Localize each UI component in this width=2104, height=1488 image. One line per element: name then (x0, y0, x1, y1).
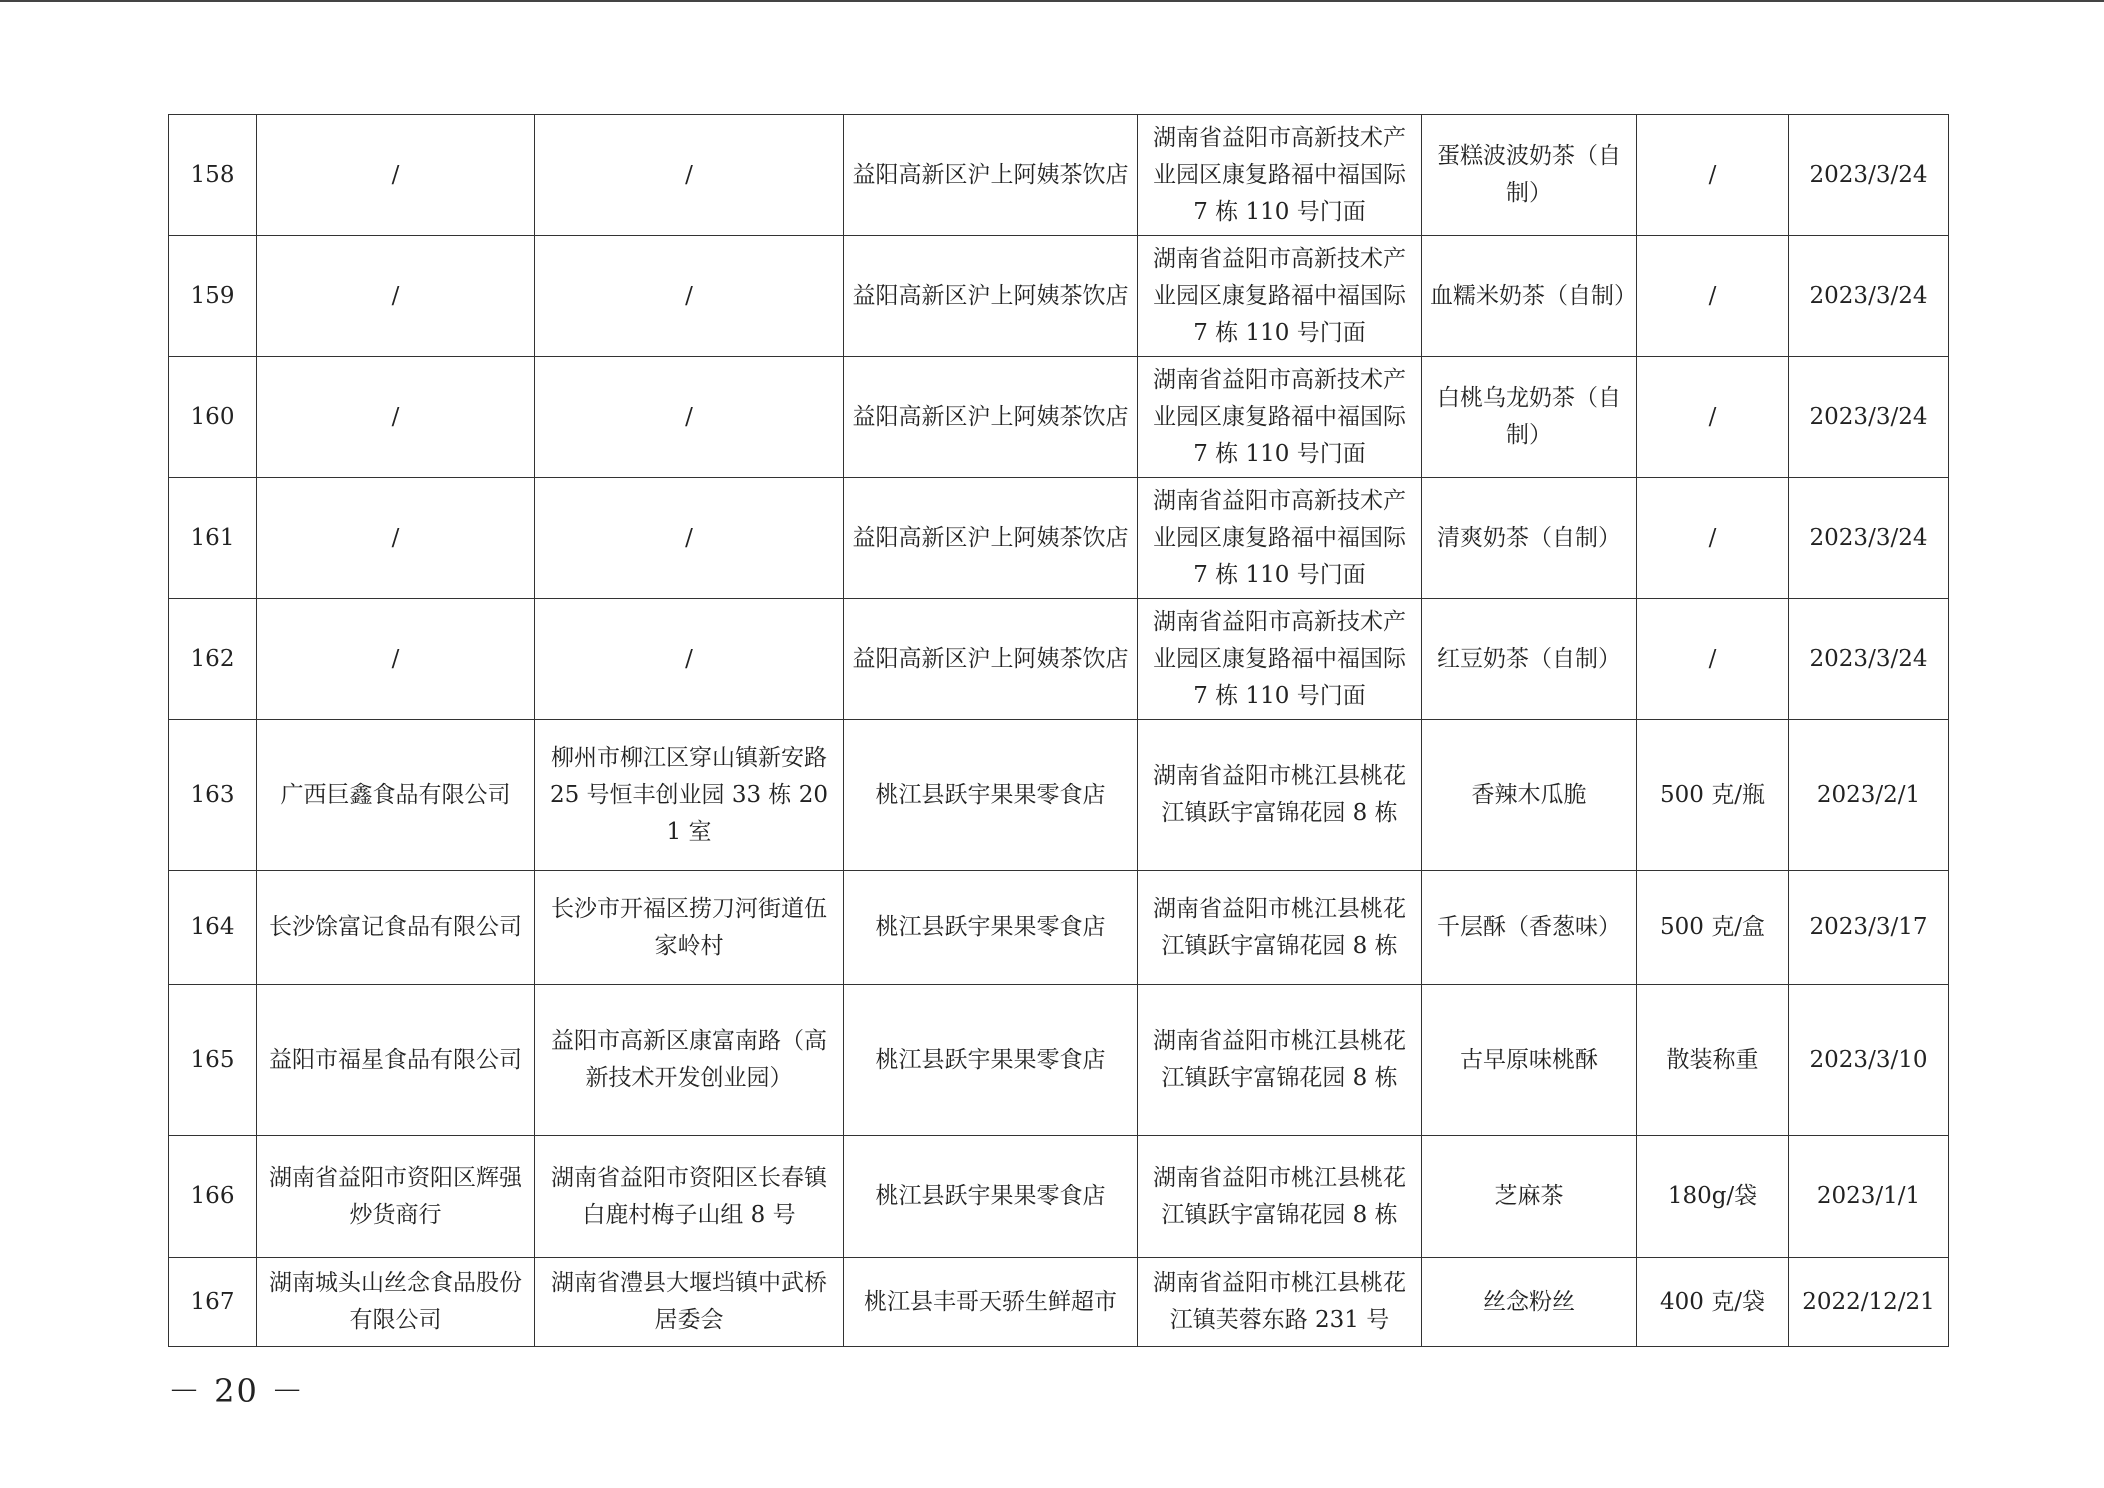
producer-cell: / (257, 236, 535, 357)
seller-cell: 益阳高新区沪上阿姨茶饮店 (844, 478, 1138, 599)
row-number-cell: 165 (169, 985, 257, 1136)
producer-cell: 广西巨鑫食品有限公司 (257, 720, 535, 871)
spec-cell: / (1637, 478, 1789, 599)
seller-cell: 益阳高新区沪上阿姨茶饮店 (844, 236, 1138, 357)
table-row (169, 599, 1949, 720)
row-number-cell: 163 (169, 720, 257, 871)
seller-address-cell: 湖南省益阳市桃江县桃花江镇跃宇富锦花园 8 栋 (1138, 1136, 1422, 1258)
table-row (169, 478, 1949, 599)
seller-address-cell: 湖南省益阳市高新技术产业园区康复路福中福国际 7 栋 110 号门面 (1138, 599, 1422, 720)
producer-cell: 湖南城头山丝念食品股份有限公司 (257, 1258, 535, 1347)
row-number-cell: 160 (169, 357, 257, 478)
row-number-cell: 159 (169, 236, 257, 357)
table-row (169, 1258, 1949, 1347)
product-cell: 丝念粉丝 (1422, 1258, 1637, 1347)
table-row (169, 236, 1949, 357)
date-cell: 2023/3/17 (1789, 871, 1949, 985)
product-cell: 红豆奶茶（自制） (1422, 599, 1637, 720)
producer-address-cell: / (535, 115, 844, 236)
seller-cell: 桃江县丰哥天骄生鲜超市 (844, 1258, 1138, 1347)
spec-cell: 500 克/盒 (1637, 871, 1789, 985)
producer-cell: 长沙馀富记食品有限公司 (257, 871, 535, 985)
producer-address-cell: 湖南省澧县大堰垱镇中武桥居委会 (535, 1258, 844, 1347)
table-row (169, 720, 1949, 871)
spec-cell: 400 克/袋 (1637, 1258, 1789, 1347)
spec-cell: / (1637, 357, 1789, 478)
row-number-cell: 164 (169, 871, 257, 985)
date-cell: 2023/2/1 (1789, 720, 1949, 871)
seller-cell: 益阳高新区沪上阿姨茶饮店 (844, 599, 1138, 720)
seller-address-cell: 湖南省益阳市高新技术产业园区康复路福中福国际 7 栋 110 号门面 (1138, 357, 1422, 478)
product-cell: 蛋糕波波奶茶（自制） (1422, 115, 1637, 236)
date-cell: 2023/3/24 (1789, 599, 1949, 720)
product-cell: 清爽奶茶（自制） (1422, 478, 1637, 599)
seller-cell: 益阳高新区沪上阿姨茶饮店 (844, 115, 1138, 236)
product-cell: 千层酥（香葱味） (1422, 871, 1637, 985)
product-cell: 白桃乌龙奶茶（自制） (1422, 357, 1637, 478)
row-number-cell: 162 (169, 599, 257, 720)
table-row (169, 985, 1949, 1136)
date-cell: 2023/3/24 (1789, 115, 1949, 236)
product-cell: 古早原味桃酥 (1422, 985, 1637, 1136)
date-cell: 2023/1/1 (1789, 1136, 1949, 1258)
seller-cell: 桃江县跃宇果果零食店 (844, 720, 1138, 871)
row-number-cell: 161 (169, 478, 257, 599)
producer-address-cell: / (535, 357, 844, 478)
spec-cell: / (1637, 115, 1789, 236)
date-cell: 2023/3/24 (1789, 357, 1949, 478)
producer-cell: / (257, 599, 535, 720)
row-number-cell: 166 (169, 1136, 257, 1258)
spec-cell: 500 克/瓶 (1637, 720, 1789, 871)
table-row (169, 871, 1949, 985)
spec-cell: / (1637, 236, 1789, 357)
seller-cell: 益阳高新区沪上阿姨茶饮店 (844, 357, 1138, 478)
spec-cell: / (1637, 599, 1789, 720)
producer-cell: / (257, 115, 535, 236)
table-row (169, 357, 1949, 478)
producer-address-cell: / (535, 478, 844, 599)
table-row (169, 1136, 1949, 1258)
seller-address-cell: 湖南省益阳市桃江县桃花江镇跃宇富锦花园 8 栋 (1138, 985, 1422, 1136)
date-cell: 2022/12/21 (1789, 1258, 1949, 1347)
producer-cell: / (257, 478, 535, 599)
row-number-cell: 158 (169, 115, 257, 236)
seller-address-cell: 湖南省益阳市高新技术产业园区康复路福中福国际 7 栋 110 号门面 (1138, 115, 1422, 236)
sampling-records-table (168, 114, 1949, 1347)
page-number: － 20 － (168, 1372, 306, 1410)
producer-address-cell: 长沙市开福区捞刀河街道伍家岭村 (535, 871, 844, 985)
seller-address-cell: 湖南省益阳市桃江县桃花江镇跃宇富锦花园 8 栋 (1138, 720, 1422, 871)
producer-address-cell: / (535, 599, 844, 720)
product-cell: 芝麻茶 (1422, 1136, 1637, 1258)
seller-address-cell: 湖南省益阳市桃江县桃花江镇跃宇富锦花园 8 栋 (1138, 871, 1422, 985)
producer-cell: / (257, 357, 535, 478)
table-row (169, 115, 1949, 236)
top-border-line (0, 0, 2104, 2)
date-cell: 2023/3/24 (1789, 478, 1949, 599)
date-cell: 2023/3/24 (1789, 236, 1949, 357)
seller-address-cell: 湖南省益阳市高新技术产业园区康复路福中福国际 7 栋 110 号门面 (1138, 236, 1422, 357)
date-cell: 2023/3/10 (1789, 985, 1949, 1136)
producer-cell: 益阳市福星食品有限公司 (257, 985, 535, 1136)
producer-address-cell: / (535, 236, 844, 357)
spec-cell: 散装称重 (1637, 985, 1789, 1136)
row-number-cell: 167 (169, 1258, 257, 1347)
seller-cell: 桃江县跃宇果果零食店 (844, 985, 1138, 1136)
seller-cell: 桃江县跃宇果果零食店 (844, 871, 1138, 985)
seller-address-cell: 湖南省益阳市桃江县桃花江镇芙蓉东路 231 号 (1138, 1258, 1422, 1347)
product-cell: 香辣木瓜脆 (1422, 720, 1637, 871)
seller-cell: 桃江县跃宇果果零食店 (844, 1136, 1138, 1258)
spec-cell: 180g/袋 (1637, 1136, 1789, 1258)
producer-address-cell: 益阳市高新区康富南路（高新技术开发创业园） (535, 985, 844, 1136)
producer-cell: 湖南省益阳市资阳区辉强炒货商行 (257, 1136, 535, 1258)
producer-address-cell: 湖南省益阳市资阳区长春镇白鹿村梅子山组 8 号 (535, 1136, 844, 1258)
seller-address-cell: 湖南省益阳市高新技术产业园区康复路福中福国际 7 栋 110 号门面 (1138, 478, 1422, 599)
product-cell: 血糯米奶茶（自制） (1422, 236, 1637, 357)
producer-address-cell: 柳州市柳江区穿山镇新安路 25 号恒丰创业园 33 栋 201 室 (535, 720, 844, 871)
